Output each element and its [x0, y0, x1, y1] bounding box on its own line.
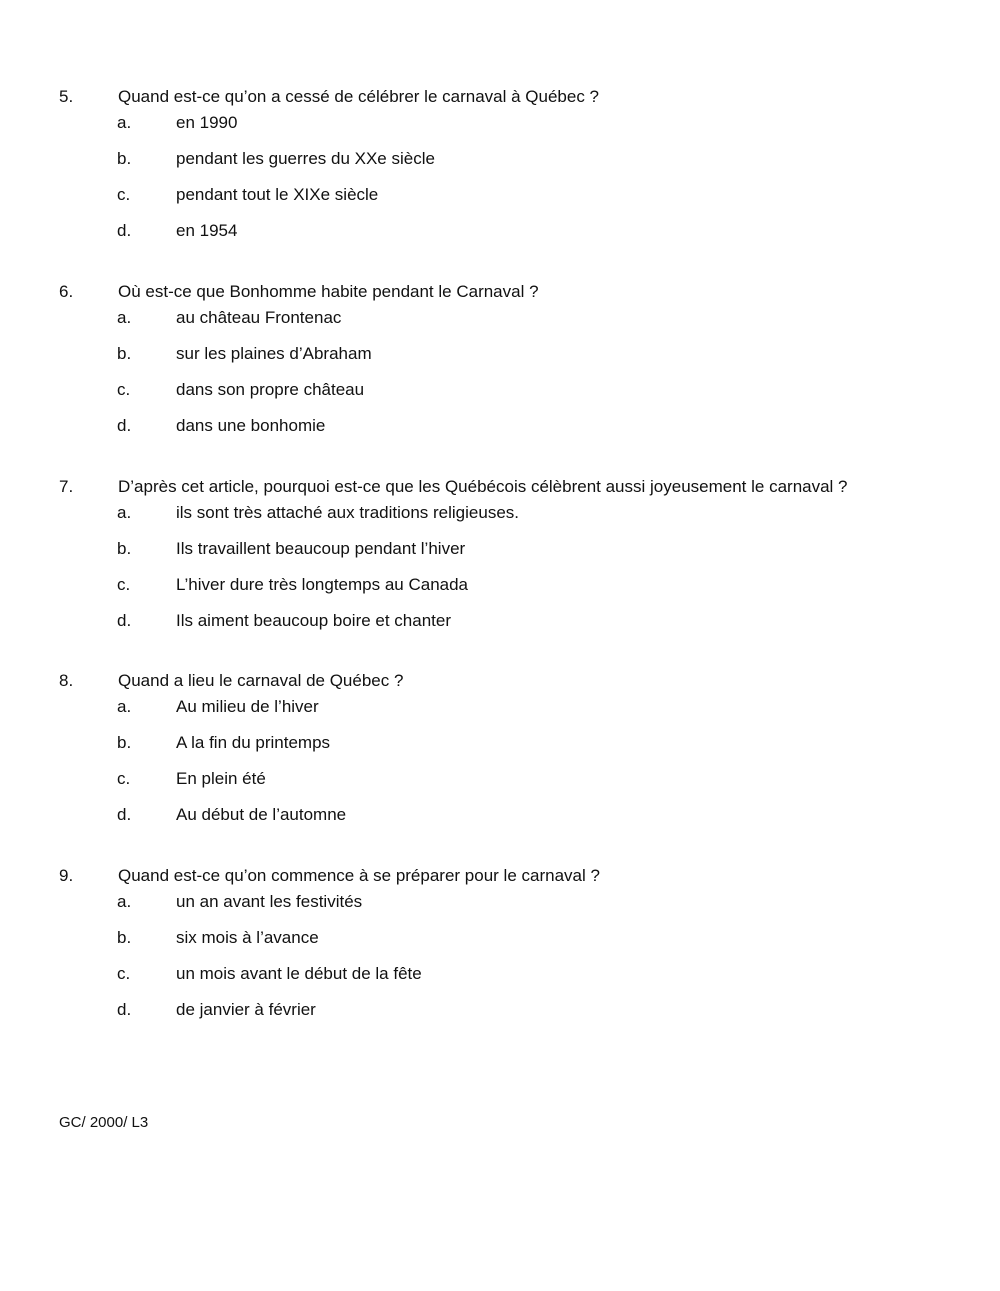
answer-option-b[interactable]	[0, 538, 1000, 574]
answer-option-a[interactable]	[0, 891, 1000, 927]
option-text: au château Frontenac	[176, 308, 342, 327]
option-letter: a.	[117, 308, 132, 327]
question-number: 5.	[59, 87, 74, 106]
answer-option-d[interactable]	[0, 610, 1000, 646]
option-text: dans son propre château	[176, 380, 365, 399]
question-5	[0, 86, 1000, 256]
option-text: ils sont très attaché aux traditions religieuses.	[176, 503, 520, 522]
option-text: Ils aiment beaucoup boire et chanter	[176, 611, 452, 630]
answer-option-c[interactable]	[0, 768, 1000, 804]
footer-reference: GC/ 2000/ L3	[59, 1114, 149, 1131]
answer-option-b[interactable]	[0, 927, 1000, 963]
option-text: En plein été	[176, 769, 266, 788]
option-letter: d.	[117, 221, 132, 240]
option-text: L’hiver dure très longtemps au Canada	[176, 575, 469, 594]
answer-option-b[interactable]	[0, 343, 1000, 379]
answer-option-a[interactable]	[0, 307, 1000, 343]
question-text: Quand est-ce qu’on a cessé de célébrer le carnaval à Québec ?	[118, 87, 600, 106]
question-header	[0, 281, 1000, 307]
answer-option-d[interactable]	[0, 415, 1000, 451]
option-text: A la fin du printemps	[176, 733, 331, 752]
option-letter: d.	[117, 611, 132, 630]
option-text: six mois à l’avance	[176, 928, 319, 947]
answer-option-c[interactable]	[0, 574, 1000, 610]
option-text: de janvier à février	[176, 1000, 316, 1019]
answer-option-a[interactable]	[0, 696, 1000, 732]
option-letter: c.	[117, 575, 131, 594]
question-text: Quand a lieu le carnaval de Québec ?	[118, 671, 404, 690]
question-header	[0, 670, 1000, 696]
answer-option-c[interactable]	[0, 379, 1000, 415]
option-text: sur les plaines d’Abraham	[176, 344, 372, 363]
option-letter: c.	[117, 964, 131, 983]
answer-option-c[interactable]	[0, 184, 1000, 220]
question-text: D’après cet article, pourquoi est-ce que les Québécois célèbrent aussi joyeusement le carnaval ?	[118, 477, 848, 496]
question-text: Où est-ce que Bonhomme habite pendant le Carnaval ?	[118, 282, 539, 301]
answer-option-a[interactable]	[0, 502, 1000, 538]
option-letter: b.	[117, 149, 132, 168]
question-header	[0, 865, 1000, 891]
option-text: dans une bonhomie	[176, 416, 326, 435]
option-letter: b.	[117, 928, 132, 947]
option-letter: b.	[117, 344, 132, 363]
option-text: pendant les guerres du XXe siècle	[176, 149, 435, 168]
option-text: Au milieu de l’hiver	[176, 697, 319, 716]
option-text: Au début de l’automne	[176, 805, 347, 824]
question-number: 7.	[59, 477, 74, 496]
option-letter: a.	[117, 113, 132, 132]
option-letter: b.	[117, 539, 132, 558]
question-9	[0, 865, 1000, 1035]
question-number: 9.	[59, 866, 74, 885]
option-letter: c.	[117, 769, 131, 788]
question-8	[0, 670, 1000, 840]
option-letter: c.	[117, 380, 131, 399]
option-text: un an avant les festivités	[176, 892, 363, 911]
answer-option-d[interactable]	[0, 999, 1000, 1035]
answer-option-a[interactable]	[0, 112, 1000, 148]
answer-option-d[interactable]	[0, 220, 1000, 256]
option-text: pendant tout le XIXe siècle	[176, 185, 379, 204]
option-letter: d.	[117, 416, 132, 435]
answer-option-d[interactable]	[0, 804, 1000, 840]
option-letter: c.	[117, 185, 131, 204]
answer-option-c[interactable]	[0, 963, 1000, 999]
option-text: Ils travaillent beaucoup pendant l’hiver	[176, 539, 466, 558]
question-header	[0, 86, 1000, 112]
question-6	[0, 281, 1000, 451]
answer-option-b[interactable]	[0, 732, 1000, 768]
option-letter: a.	[117, 892, 132, 911]
option-letter: b.	[117, 733, 132, 752]
option-letter: a.	[117, 503, 132, 522]
answer-option-b[interactable]	[0, 148, 1000, 184]
option-letter: a.	[117, 697, 132, 716]
option-letter: d.	[117, 1000, 132, 1019]
question-number: 8.	[59, 671, 74, 690]
question-header	[0, 476, 1000, 502]
question-number: 6.	[59, 282, 74, 301]
question-7	[0, 476, 1000, 646]
option-text: un mois avant le début de la fête	[176, 964, 422, 983]
option-letter: d.	[117, 805, 132, 824]
option-text: en 1990	[176, 113, 238, 132]
option-text: en 1954	[176, 221, 238, 240]
question-text: Quand est-ce qu’on commence à se préparer pour le carnaval ?	[118, 866, 600, 885]
